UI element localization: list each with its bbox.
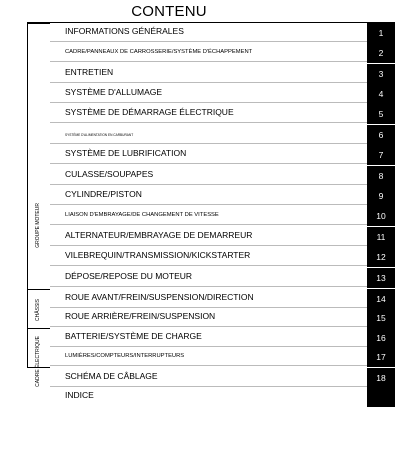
toc-row[interactable] [50, 328, 395, 347]
toc-row[interactable] [50, 368, 395, 387]
toc-row[interactable] [50, 387, 395, 406]
group-label-electric: CADRE ÉLECTRIQUE [35, 336, 41, 387]
section-number: 8 [367, 166, 395, 186]
section-number: 18 [367, 368, 395, 388]
section-number: 6 [367, 125, 395, 145]
toc-row[interactable] [50, 104, 395, 123]
toc-row[interactable] [50, 43, 395, 62]
section-number: 4 [367, 84, 395, 104]
section-number: 16 [367, 328, 395, 348]
page-title: CONTENU [131, 3, 207, 20]
toc-label: LIAISON D'EMBRAYAGE/DE CHANGEMENT DE VITESSE [65, 212, 219, 218]
toc-row[interactable] [50, 84, 395, 103]
toc-label: CYLINDRE/PISTON [65, 189, 142, 199]
toc-label: BATTERIE/SYSTÈME DE CHARGE [65, 331, 202, 341]
toc-label: SYSTÈME DE DÉMARRAGE ÉLECTRIQUE [65, 107, 234, 117]
section-number: 2 [367, 43, 395, 63]
toc-label: VILEBREQUIN/TRANSMISSION/KICKSTARTER [65, 250, 251, 260]
toc-label: ENTRETIEN [65, 67, 114, 77]
toc-label: SYSTÈME DE LUBRIFICATION [65, 148, 187, 158]
section-number: 15 [367, 308, 395, 328]
toc-row[interactable] [50, 166, 395, 185]
group-label-chassis: CHÂSSIS [35, 299, 41, 321]
toc-label: INDICE [65, 390, 94, 400]
section-number: 9 [367, 186, 395, 206]
toc-label: SYSTÈME D'ALLUMAGE [65, 87, 163, 97]
section-number: 7 [367, 145, 395, 165]
toc-row[interactable] [50, 125, 395, 144]
section-number: 13 [367, 268, 395, 288]
section-number: 12 [367, 247, 395, 267]
group-bracket-motor [27, 23, 50, 290]
toc-row[interactable] [50, 268, 395, 287]
toc-label: ROUE AVANT/FREIN/SUSPENSION/DIRECTION [65, 292, 254, 302]
toc-row[interactable] [50, 64, 395, 83]
section-number: 3 [367, 64, 395, 84]
toc-row[interactable] [50, 186, 395, 205]
toc-row[interactable] [50, 145, 395, 164]
toc-label: CULASSE/SOUPAPES [65, 169, 154, 179]
section-number: 11 [367, 227, 395, 247]
section-number: 1 [367, 23, 395, 43]
section-number: 17 [367, 347, 395, 367]
toc-label: LUMIÈRES/COMPTEURS/INTERRUPTEURS [65, 353, 185, 359]
toc-row[interactable] [50, 227, 395, 246]
toc-row[interactable] [50, 206, 395, 225]
toc-row[interactable] [50, 308, 395, 327]
toc-label: ALTERNATEUR/EMBRAYAGE DE DEMARREUR [65, 230, 253, 240]
group-label-motor: GROUPE MOTEUR [35, 203, 41, 248]
toc-label: INFORMATIONS GÉNÉRALES [65, 26, 184, 36]
section-number: 5 [367, 104, 395, 124]
toc-row[interactable] [50, 247, 395, 266]
toc-label: SCHÉMA DE CÂBLAGE [65, 371, 158, 381]
toc-row[interactable] [50, 289, 395, 308]
toc-label: CADRE/PANNEAUX DE CARROSSERIE/SYSTÈME D'ÉCHAPPEMENT [65, 49, 253, 55]
toc-row[interactable] [50, 23, 395, 42]
contents-table [27, 23, 395, 409]
section-number: 10 [367, 206, 395, 226]
toc-label: ROUE ARRIÈRE/FREIN/SUSPENSION [65, 311, 216, 321]
section-number [367, 387, 395, 407]
toc-label: DÉPOSE/REPOSE DU MOTEUR [65, 271, 193, 281]
toc-label: SYSTÈME D'ALIMENTATION EN CARBURANT [65, 133, 134, 137]
section-number: 14 [367, 289, 395, 309]
toc-row[interactable] [50, 347, 395, 366]
